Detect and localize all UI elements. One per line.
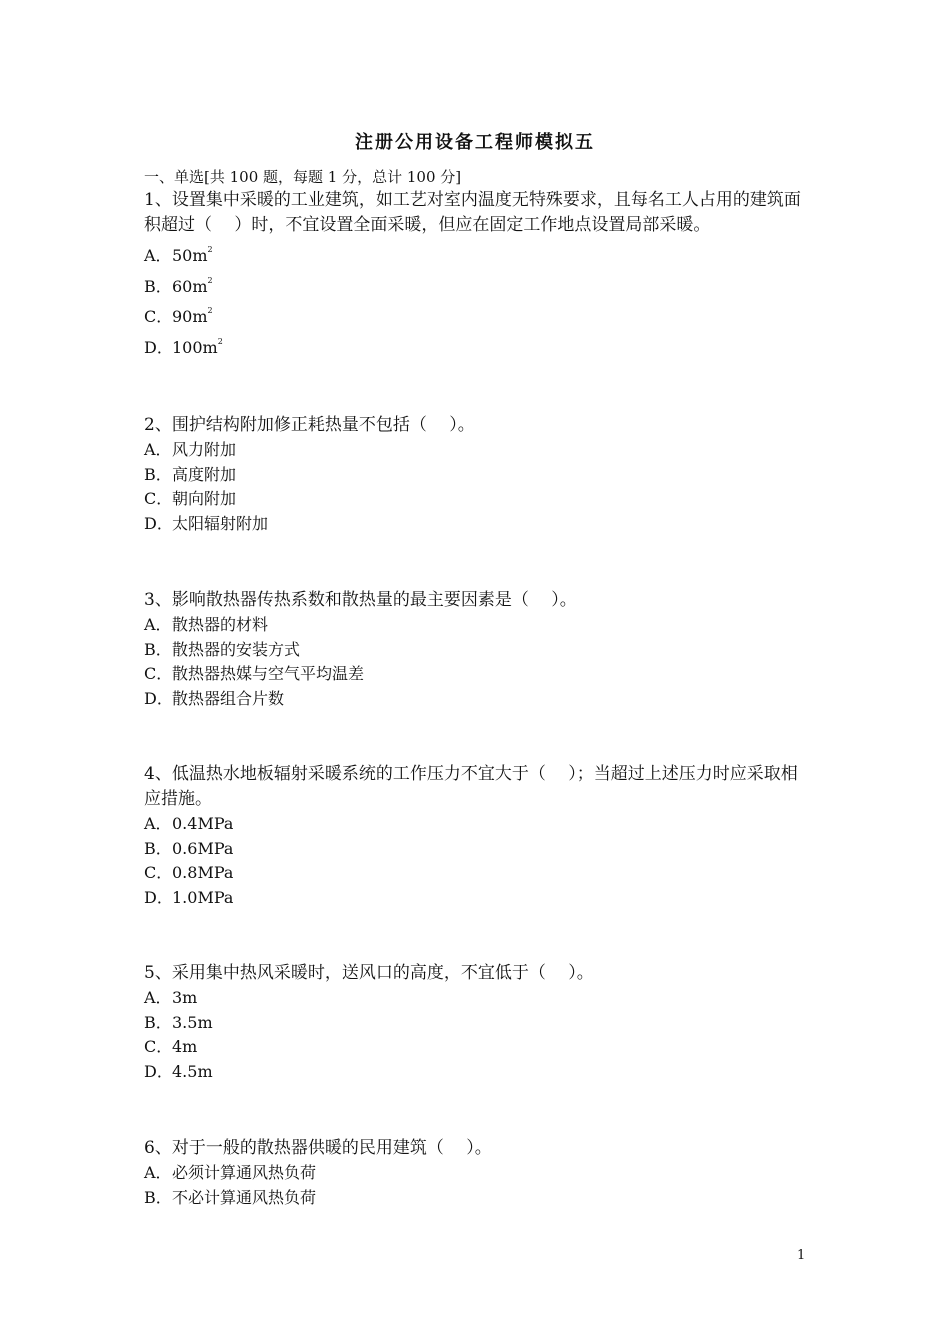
option-letter: D． — [144, 1061, 173, 1081]
option-letter: D． — [144, 337, 173, 357]
option-d — [144, 512, 812, 537]
option-text: 高度附加 — [172, 464, 237, 484]
option-letter: A． — [144, 1163, 172, 1182]
option-letter: A． — [144, 440, 172, 459]
option-c — [144, 861, 812, 886]
option-a — [144, 438, 812, 463]
option-text: 4m — [172, 1037, 198, 1056]
question-1 — [144, 188, 812, 360]
option-letter: C． — [144, 1037, 173, 1056]
option-c — [144, 1035, 812, 1060]
option-letter: A． — [144, 988, 172, 1007]
option-text: 90m — [172, 307, 208, 326]
option-text: 3.5m — [172, 1012, 213, 1032]
option-letter: C． — [144, 664, 173, 683]
option-d — [144, 687, 812, 712]
question-text: 5、采用集中热风采暖时，送风口的高度，不宜低于（ ）。 — [144, 963, 594, 983]
option-d — [144, 330, 812, 361]
option-letter: C． — [144, 489, 173, 508]
option-letter: B． — [144, 639, 172, 659]
option-b — [144, 1186, 812, 1211]
superscript: 2 — [207, 306, 213, 315]
option-c — [144, 662, 812, 687]
option-b — [144, 463, 812, 488]
option-text: 0.6MPa — [172, 838, 234, 858]
option-text: 散热器热媒与空气平均温差 — [172, 664, 365, 683]
option-b — [144, 837, 812, 862]
option-text: 风力附加 — [172, 440, 237, 459]
option-letter: B． — [144, 276, 172, 296]
option-text: 50m — [172, 246, 208, 265]
page-number: 1 — [797, 1248, 806, 1263]
option-b — [144, 638, 812, 663]
option-d — [144, 1060, 812, 1085]
option-text: 不必计算通风热负荷 — [172, 1187, 317, 1207]
superscript: 2 — [217, 336, 223, 346]
option-letter: C． — [144, 863, 173, 882]
option-text: 散热器的安装方式 — [172, 639, 301, 659]
superscript: 2 — [207, 245, 213, 254]
question-text: 1、设置集中采暖的工业建筑，如工艺对室内温度无特殊要求，且每名工人占用的建筑面积超过（ ）时，不宜设置全面采暖，但应在固定工作地点设置局部采暖。 — [144, 190, 801, 235]
question-text: 4、低温热水地板辐射采暖系统的工作压力不宜大于（ ）；当超过上述压力时应采取相应措施。 — [144, 764, 798, 809]
option-letter: A． — [144, 246, 172, 265]
option-a — [144, 1161, 812, 1186]
option-letter: B． — [144, 464, 172, 484]
document-title: 注册公用设备工程师模拟五 — [355, 132, 595, 153]
question-6 — [144, 1136, 812, 1210]
option-c — [144, 487, 812, 512]
option-text: 太阳辐射附加 — [172, 513, 269, 533]
option-letter: A． — [144, 615, 172, 634]
option-b — [144, 1011, 812, 1036]
option-text: 100m — [172, 337, 218, 357]
option-text: 散热器的材料 — [172, 615, 269, 634]
option-letter: B． — [144, 1012, 172, 1032]
question-5 — [144, 961, 812, 1084]
option-letter: A． — [144, 814, 172, 833]
option-c — [144, 299, 812, 330]
option-d — [144, 886, 812, 911]
question-2 — [144, 413, 812, 536]
option-text: 散热器组合片数 — [172, 688, 285, 708]
option-letter: C． — [144, 307, 173, 326]
superscript: 2 — [207, 275, 213, 285]
section-header: 一、单选[共 100 题，每题 1 分，总计 100 分] — [144, 168, 462, 186]
question-text: 2、围护结构附加修正耗热量不包括（ ）。 — [144, 415, 475, 435]
option-a — [144, 613, 812, 638]
option-a — [144, 238, 812, 269]
option-letter: D． — [144, 887, 173, 907]
option-text: 必须计算通风热负荷 — [172, 1163, 317, 1182]
option-a — [144, 812, 812, 837]
question-4 — [144, 762, 812, 910]
option-letter: B． — [144, 1187, 172, 1207]
option-text: 0.4MPa — [172, 814, 234, 833]
option-text: 4.5m — [172, 1061, 213, 1081]
option-letter: B． — [144, 838, 172, 858]
option-text: 朝向附加 — [172, 489, 237, 508]
question-3 — [144, 588, 812, 711]
option-letter: D． — [144, 688, 173, 708]
option-b — [144, 269, 812, 300]
option-letter: D． — [144, 513, 173, 533]
question-text: 3、影响散热器传热系数和散热量的最主要因素是（ ）。 — [144, 590, 577, 610]
option-text: 3m — [172, 988, 198, 1007]
option-a — [144, 986, 812, 1011]
option-text: 1.0MPa — [172, 887, 234, 907]
option-text: 0.8MPa — [172, 863, 234, 882]
question-text: 6、对于一般的散热器供暖的民用建筑（ ）。 — [144, 1138, 492, 1158]
option-text: 60m — [172, 276, 208, 296]
